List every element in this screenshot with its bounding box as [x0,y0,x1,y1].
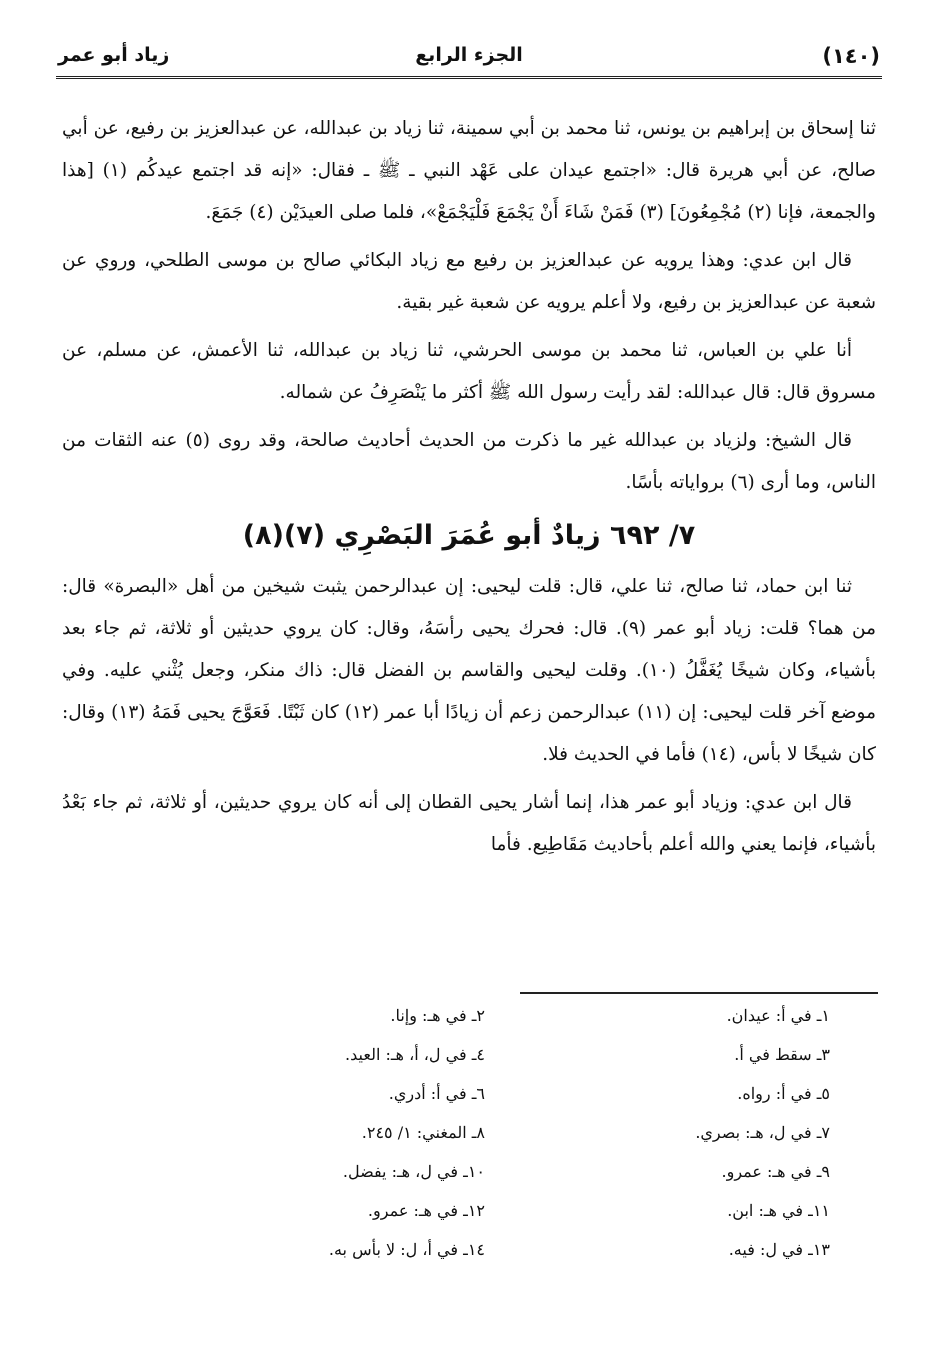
footnote: ٢ـ في هـ: وإنا. [390,1006,485,1025]
header-divider [56,76,882,79]
running-title: زياد أبو عمر [58,44,170,66]
paragraph: قال الشيخ: ولزياد بن عبدالله غير ما ذكرت من الحديث أحاديث صالحة، وقد روى (٥) عنه الثقات من الناس، وما أرى (٦) برواياته بأسًا. [62,430,876,493]
entry-heading: ٧/ ٦٩٢ زيادٌ أبو عُمَرَ البَصْرِي (٧)(٨) [242,520,696,551]
footnote: ٥ـ في أ: رواه. [737,1084,830,1103]
paragraph: ثنا ابن حماد، ثنا صالح، ثنا علي، قال: قلت ليحيى: إن عبدالرحمن يثبت شيخين من أهل «البصرة» قال: من هما؟ قلت: زياد أبو عمر (٩). قال: فحرك يحيى رأسَهُ، وقال: كان يروي حديثين أو ثلاثة، ثم جاء بعد بأشياء، وكان شيخًا يُغَفَّلُ (١٠). وقلت ليحيى والقاسم بن الفضل قال: ذاك منكر، وجعل يُثْني عليه. وفي موضع آخر قلت ليحيى: إن (١١) عبدالرحمن زعم أن زيادًا أبا عمر (١٢) كان ثَبْتًا. فَعَوَّجَ يحيى فَمَهُ (١٣) وقال: كان شيخًا لا بأس، (١٤) فأما في الحديث فلا. [62,576,877,765]
footnote-divider [520,992,878,994]
page-header [58,40,880,74]
footnote: ١٢ـ في هـ: عمرو. [367,1201,485,1220]
footnote: ٩ـ في هـ: عمرو. [721,1162,830,1181]
footnote: ٣ـ سقط في أ. [734,1045,830,1064]
page-number: (١٤٠) [822,44,880,68]
footnote: ٧ـ في ل، هـ: بصري. [695,1123,830,1142]
paragraph: قال ابن عدي: وهذا يرويه عن عبدالعزيز بن رفيع مع زياد البكائي صالح بن موسى الطلحي، وروي عن شعبة عن عبدالعزيز بن رفيع، ولا أعلم يرويه عن شعبة غير بقية. [62,250,876,313]
footnotes [140,1006,830,1279]
footnote: ٨ـ المغني: ١/ ٢٤٥. [361,1123,485,1142]
volume-title: الجزء الرابع [415,44,523,66]
footnote: ١ـ في أ: عيدان. [726,1006,830,1025]
footnote: ١٤ـ في أ، ل: لا بأس به. [328,1240,485,1259]
paragraph: أنا علي بن العباس، ثنا محمد بن موسى الحرشي، ثنا زياد بن عبدالله، ثنا الأعمش، عن مسلم، عن مسروق قال: قال عبدالله: لقد رأيت رسول الله ﷺ أكثر ما يَنْصَرِفُ عن شماله. [62,340,876,403]
paragraph: قال ابن عدي: وزياد أبو عمر هذا، إنما أشار يحيى القطان إلى أنه كان يروي حديثين، أو ثلاثة، ثم جاء بَعْدُ بأشياء، فإنما يعني والله أعلم بأحاديث مَقَاطِيع. فأما [62,792,876,855]
footnote: ٦ـ في أ: أدري. [388,1084,485,1103]
footnote: ١١ـ في هـ: ابن. [727,1201,830,1220]
footnote: ١٣ـ في ل: فيه. [728,1240,830,1259]
paragraph: ثنا إسحاق بن إبراهيم بن يونس، ثنا محمد بن أبي سمينة، ثنا زياد بن عبدالله، عن عبدالعزيز بن رفيع، عن أبي صالح، عن أبي هريرة قال: «اجتمع عيدان على عَهْد النبي ـ ﷺ ـ فقال: «إنه قد اجتمع عيدكُم (١) [هذا والجمعة، فإنا (٢) مُجْمِعُونَ] (٣) فَمَنْ شَاءَ أَنْ يَجْمَعَ فَلْيَجْمَعْ»، فلما صلى العيدَيْن (٤) جَمَعَ. [62,118,876,223]
main-text [62,108,876,872]
footnote: ١٠ـ في ل، هـ: يفضل. [342,1162,485,1181]
footnote: ٤ـ في ل، أ، هـ: العيد. [345,1045,485,1064]
